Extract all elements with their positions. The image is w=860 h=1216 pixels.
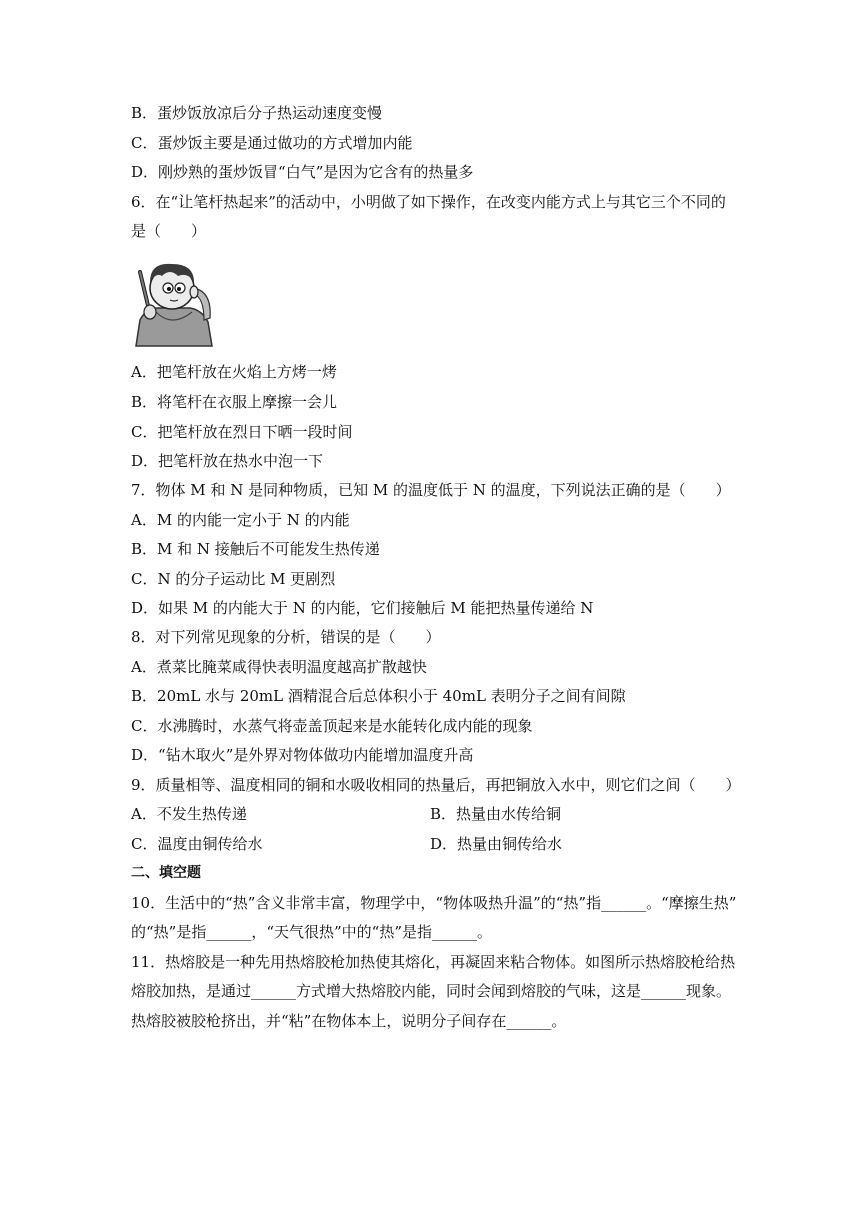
q8-option-c: C．水沸腾时，水蒸气将壶盖顶起来是水能转化成内能的现象	[131, 717, 533, 735]
q5-option-c: C．蛋炒饭主要是通过做功的方式增加内能	[131, 134, 413, 152]
q9-option-b: B．热量由水传给铜	[430, 805, 562, 823]
q7-option-a: A．M 的内能一定小于 N 的内能	[131, 511, 350, 529]
q7-option-d: D．如果 M 的内能大于 N 的内能，它们接触后 M 能把热量传递给 N	[131, 599, 594, 617]
q8-option-b: B．20mL 水与 20mL 酒精混合后总体积小于 40mL 表明分子之间有间隙	[131, 687, 626, 705]
q9-option-a: A．不发生热传递	[131, 805, 247, 823]
q9-option-c: C．温度由铜传给水	[131, 835, 263, 853]
q6-option-b: B．将笔杆在衣服上摩擦一会儿	[131, 393, 338, 411]
q7-stem: 7．物体 M 和 N 是同种物质，已知 M 的温度低于 N 的温度，下列说法正确的是（ ）	[131, 481, 731, 499]
boy-holding-pen-illustration	[132, 258, 216, 350]
q11-line2: 熔胶加热，是通过______方式增大热熔胶内能，同时会闻到熔胶的气味，这是______现象。	[131, 982, 732, 1000]
q5-option-b: B．蛋炒饭放凉后分子热运动速度变慢	[131, 104, 383, 122]
q7-option-b: B．M 和 N 接触后不可能发生热传递	[131, 540, 380, 558]
q10-line1: 10．生活中的“热”含义非常丰富，物理学中，“物体吸热升温”的“热”指______。“摩擦生热”	[131, 894, 737, 912]
q11-line1: 11．热熔胶是一种先用热熔胶枪加热使其熔化，再凝固来粘合物体。如图所示热熔胶枪给热	[131, 953, 736, 971]
q6-option-d: D．把笔杆放在热水中泡一下	[131, 452, 324, 470]
q11-line3: 热熔胶被胶枪挤出，并“粘”在物体本上，说明分子间存在______。	[131, 1012, 567, 1030]
q10-line2: 的“热”是指______，“天气很热”中的“热”是指______。	[131, 923, 493, 941]
q9-stem: 9．质量相等、温度相同的铜和水吸收相同的热量后，再把铜放入水中，则它们之间（ ）	[131, 776, 741, 794]
q6-stem-line1: 6．在“让笔杆热起来”的活动中，小明做了如下操作，在改变内能方式上与其它三个不同的	[131, 193, 726, 211]
q8-option-a: A．煮菜比腌菜咸得快表明温度越高扩散越快	[131, 658, 427, 676]
q6-stem-line2: 是（ ）	[131, 222, 207, 240]
q5-option-d: D．刚炒熟的蛋炒饭冒“白气”是因为它含有的热量多	[131, 163, 474, 181]
q8-stem: 8．对下列常见现象的分析，错误的是（ ）	[131, 628, 441, 646]
section-heading-fill-in: 二、填空题	[131, 865, 201, 881]
q6-option-c: C．把笔杆放在烈日下晒一段时间	[131, 423, 353, 441]
q8-option-d: D．“钻木取火”是外界对物体做功内能增加温度升高	[131, 746, 474, 764]
q9-option-d: D．热量由铜传给水	[430, 835, 563, 853]
q6-option-a: A．把笔杆放在火焰上方烤一烤	[131, 363, 337, 381]
q7-option-c: C．N 的分子运动比 M 更剧烈	[131, 570, 336, 588]
